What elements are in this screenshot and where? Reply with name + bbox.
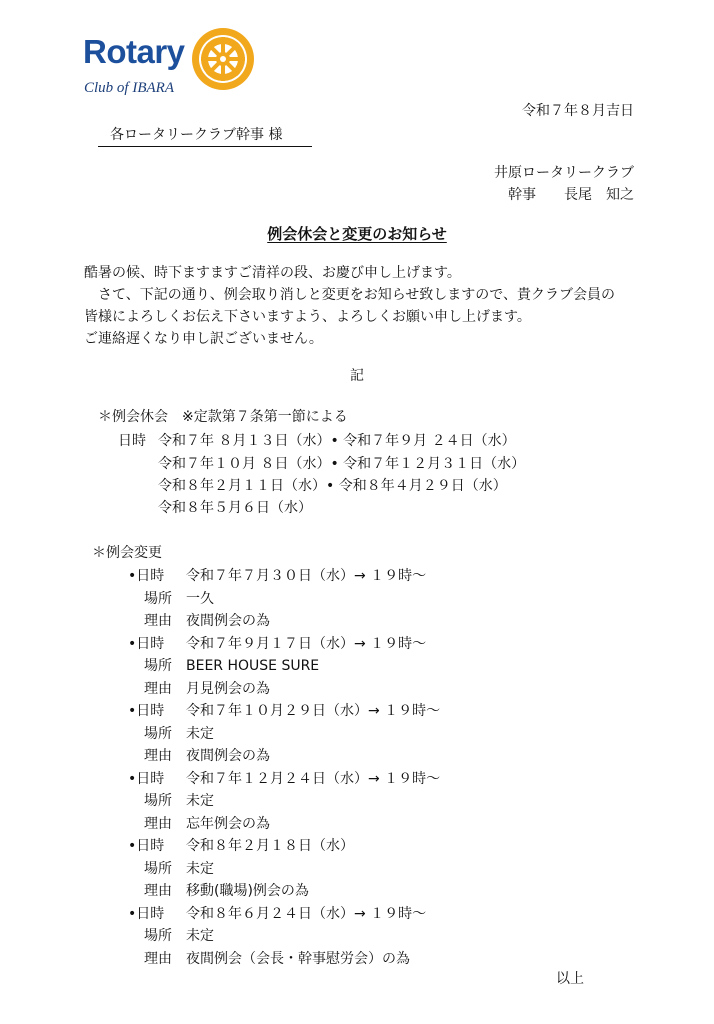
closure-heading: ＊例会休会 ※定款第７条第一節による: [98, 409, 348, 425]
change-place: 一久: [186, 591, 214, 607]
change-when: 令和８年２月１８日（水）: [186, 838, 354, 854]
change-when: 令和８年６月２４日（水）→ １９時～: [186, 906, 427, 922]
change-when-label: •日時: [128, 703, 165, 719]
sender-person: 幹事 長尾 知之: [508, 187, 634, 203]
ki-marker: 記: [350, 368, 364, 384]
change-reason-label: 理由: [144, 816, 172, 832]
change-reason: 移動(職場)例会の為: [186, 883, 309, 899]
rotary-logo-word: Rotary: [83, 33, 185, 70]
change-place-label: 場所: [144, 928, 172, 944]
change-reason-label: 理由: [144, 883, 172, 899]
changes-heading: ＊例会変更: [92, 545, 162, 561]
closure-label: 日時: [118, 433, 146, 449]
change-reason: 夜間例会の為: [186, 748, 270, 764]
change-place-label: 場所: [144, 861, 172, 877]
body-line-2: さて、下記の通り、例会取り消しと変更をお知らせ致しますので、貴クラブ会員の: [84, 287, 616, 303]
change-reason: 月見例会の為: [186, 681, 270, 697]
change-place: 未定: [186, 726, 214, 742]
change-place: 未定: [186, 861, 214, 877]
closure-line: 令和８年２月１１日（水）• 令和８年４月２９日（水）: [158, 478, 507, 494]
change-place-label: 場所: [144, 793, 172, 809]
change-place: 未定: [186, 793, 214, 809]
change-reason: 夜間例会（会長・幹事慰労会）の為: [186, 951, 410, 967]
body-line-3: 皆様によろしくお伝え下さいますよう、よろしくお願い申し上げます。: [84, 309, 531, 325]
change-when-label: •日時: [128, 771, 165, 787]
change-when-label: •日時: [128, 906, 165, 922]
change-reason-label: 理由: [144, 951, 172, 967]
change-when: 令和７年１２月２４日（水）→ １９時～: [186, 771, 441, 787]
change-when-label: •日時: [128, 838, 165, 854]
change-place-label: 場所: [144, 591, 172, 607]
closing-mark: 以上: [556, 971, 584, 987]
closure-line: 令和７年１０月 ８日（水）• 令和７年１２月３１日（水）: [158, 456, 526, 472]
change-place: 未定: [186, 928, 214, 944]
closure-line: 令和７年 ８月１３日（水）• 令和７年９月 ２４日（水）: [158, 433, 516, 449]
change-reason-label: 理由: [144, 748, 172, 764]
addressee: 各ロータリークラブ幹事 様: [110, 127, 283, 143]
club-name: Club of IBARA: [84, 80, 174, 96]
change-when-label: •日時: [128, 568, 165, 584]
sender-org: 井原ロータリークラブ: [494, 165, 634, 181]
change-reason-label: 理由: [144, 681, 172, 697]
change-place-label: 場所: [144, 726, 172, 742]
rotary-wheel-icon: [190, 26, 256, 92]
issue-date: 令和７年８月吉日: [522, 103, 634, 119]
change-when: 令和７年９月１７日（水）→ １９時～: [186, 636, 427, 652]
change-when-label: •日時: [128, 636, 165, 652]
change-when: 令和７年７月３０日（水）→ １９時～: [186, 568, 427, 584]
document-title: 例会休会と変更のお知らせ: [267, 225, 447, 243]
change-reason: 忘年例会の為: [186, 816, 270, 832]
change-reason-label: 理由: [144, 613, 172, 629]
change-place: BEER HOUSE SURE: [186, 658, 320, 674]
body-line-1: 酷暑の候、時下ますますご清祥の段、お慶び申し上げます。: [84, 265, 461, 281]
body-line-4: ご連絡遅くなり申し訳ございません。: [84, 331, 323, 347]
addressee-underline: [98, 146, 312, 147]
change-when: 令和７年１０月２９日（水）→ １９時～: [186, 703, 441, 719]
closure-line: 令和８年５月６日（水）: [158, 500, 312, 516]
change-place-label: 場所: [144, 658, 172, 674]
change-reason: 夜間例会の為: [186, 613, 270, 629]
